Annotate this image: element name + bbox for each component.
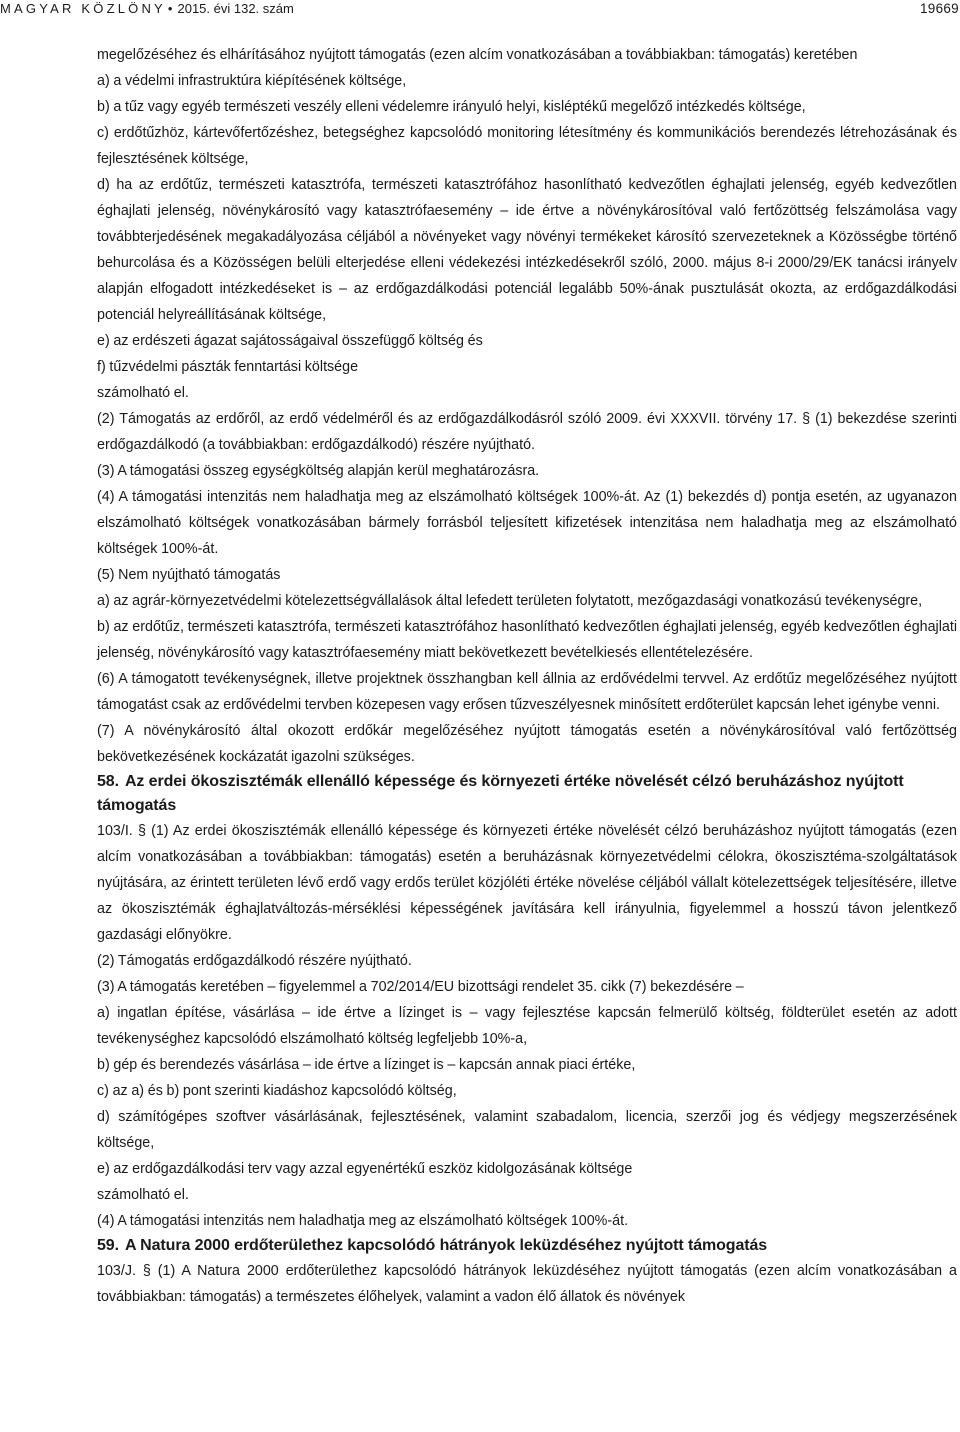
paragraph: (4) A támogatási intenzitás nem haladhatja meg az elszámolható költségek 100%-át. xyxy=(97,1213,629,1229)
list-item: c) az a) és b) pont szerinti kiadáshoz kapcsolódó költség, xyxy=(97,1083,457,1099)
list-item: c) erdőtűzhöz, kártevőfertőzéshez, betegséghez kapcsolódó monitoring létesítmény és kommunikációs berendezés létrehozásának és fejlesztésének költsége, xyxy=(97,125,957,167)
list-item: e) az erdőgazdálkodási terv vagy azzal egyenértékű eszköz kidolgozásának költsége xyxy=(97,1161,633,1177)
paragraph: számolható el. xyxy=(97,1187,189,1203)
list-item: e) az erdészeti ágazat sajátosságaival összefüggő költség és xyxy=(97,333,483,349)
issue-number: 2015. évi 132. szám xyxy=(177,1,294,16)
paragraph: 103/I. § (1) Az erdei ökoszisztémák ellenálló képessége és környezeti értéke növelését célzó beruházáshoz nyújtott támogatás (ezen alcím vonatkozásában a továbbiakban: támogatás) esetén a beruházásnak környezetvédelmi célokra, ökoszisztéma-szolgáltatások nyújtására, az érintett területen lévő erdő vagy erdős terület közjóléti értéke növelése céljából vállalt kötelezettségek teljesítésére, illetve az ökoszisztémák éghajlatváltozás-mérséklési képességének javítására kell irányulnia, figyelemmel a hosszú távon jelentkező gazdasági előnyökre. xyxy=(97,823,957,943)
journal-header xyxy=(0,0,294,18)
header-separator: • xyxy=(167,1,173,16)
paragraph: (3) A támogatás keretében – figyelemmel a 702/2014/EU bizottsági rendelet 35. cikk (7) bekezdésére – xyxy=(97,979,744,995)
list-item: b) gép és berendezés vásárlása – ide értve a lízinget is – kapcsán annak piaci értéke, xyxy=(97,1057,636,1073)
list-item: b) a tűz vagy egyéb természeti veszély elleni védelemre irányuló helyi, kisléptékű megelőző intézkedés költsége, xyxy=(97,99,806,115)
section-number: 58. xyxy=(97,773,119,790)
list-item: d) ha az erdőtűz, természeti katasztrófa, természeti katasztrófához hasonlítható kedvezőtlen éghajlati jelenség, egyéb kedvezőtlen éghajlati jelenség, növénykárosító vagy katasztrófaesemény – ide értve a növénykárosítóval való fertőzöttség felszámolása vagy továbbterjedésének megakadályozása céljából a növényeket vagy növényi termékeket károsító szervezeteknek a Közösségbe történő behurcolása és a Közösségen belüli elterjedése elleni védekezési intézkedésekről szóló, 2000. május 8-i 2000/29/EK tanácsi irányelv alapján elfogadott intézkedéseket is – az erdőgazdálkodási potenciál legalább 50%-ának pusztulását okozta, az erdőgazdálkodási potenciál helyreállításának költsége, xyxy=(97,177,957,323)
list-item: d) számítógépes szoftver vásárlásának, fejlesztésének, valamint szabadalom, licencia, szerzői jog és védjegy megszerzésének költsége, xyxy=(97,1109,957,1151)
paragraph: (3) A támogatási összeg egységköltség alapján kerül meghatározásra. xyxy=(97,463,540,479)
section-title: A Natura 2000 erdőterülethez kapcsolódó hátrányok leküzdéséhez nyújtott támogatás xyxy=(124,1237,768,1254)
list-item: b) az erdőtűz, természeti katasztrófa, természeti katasztrófához hasonlítható kedvezőtlen éghajlati jelenség, egyéb kedvezőtlen éghajlati jelenség, növénykárosító vagy katasztrófaesemény miatt bekövetkezett bevételkiesés ellentételezésére. xyxy=(97,619,957,661)
paragraph: (4) A támogatási intenzitás nem haladhatja meg az elszámolható költségek 100%-át. Az (1) bekezdés d) pontja esetén, az ugyanazon elszámolható költségek vonatkozásában bármely forrásból teljesített kifizetések intenzitása nem haladhatja meg az elszámolható költségek 100%-át. xyxy=(97,489,957,557)
page-number: 19669 xyxy=(919,1,959,16)
list-item: f) tűzvédelmi pászták fenntartási költsége xyxy=(97,359,359,375)
journal-title: MAGYAR KÖZLÖNY xyxy=(0,1,166,16)
paragraph: (2) Támogatás az erdőről, az erdő védelméről és az erdőgazdálkodásról szóló 2009. évi XXXVII. törvény 17. § (1) bekezdése szerinti erdőgazdálkodó (a továbbiakban: erdőgazdálkodó) részére nyújtható. xyxy=(97,411,957,453)
section-title: Az erdei ökoszisztémák ellenálló képessége és környezeti értéke növelését célzó beruházáshoz nyújtott támogatás xyxy=(97,773,904,814)
section-heading-59 xyxy=(97,1234,957,1258)
section-number: 59. xyxy=(97,1237,119,1254)
paragraph: számolható el. xyxy=(97,385,189,401)
paragraph: (6) A támogatott tevékenységnek, illetve projektnek összhangban kell állnia az erdővédelmi tervvel. Az erdőtűz megelőzéséhez nyújtott támogatást csak az erdővédelmi tervben közepesen vagy erősen tűzveszélyesnek minősített erdőterület kapcsán lehet igénybe venni. xyxy=(97,671,957,713)
list-item: a) a védelmi infrastruktúra kiépítésének költsége, xyxy=(97,73,407,89)
paragraph: (7) A növénykárosító által okozott erdőkár megelőzéséhez nyújtott támogatás esetén a növénykárosítóval való fertőzöttség bekövetkezésének kockázatát igazolni szükséges. xyxy=(97,723,957,765)
list-item: a) az agrár-környezetvédelmi kötelezettségvállalások által lefedett területen folytatott, mezőgazdasági vonatkozású tevékenységre, xyxy=(97,593,923,609)
paragraph: megelőzéséhez és elhárításához nyújtott támogatás (ezen alcím vonatkozásában a továbbiakban: támogatás) keretében xyxy=(97,47,858,63)
paragraph: 103/J. § (1) A Natura 2000 erdőterülethez kapcsolódó hátrányok leküzdéséhez nyújtott támogatás (ezen alcím vonatkozásában a továbbiakban: támogatás) a természetes élőhelyek, valamint a vadon élő állatok és növények xyxy=(97,1263,957,1305)
paragraph: (5) Nem nyújtható támogatás xyxy=(97,567,281,583)
running-header xyxy=(0,0,960,22)
paragraph: (2) Támogatás erdőgazdálkodó részére nyújtható. xyxy=(97,953,412,969)
section-heading-58 xyxy=(97,770,957,818)
list-item: a) ingatlan építése, vásárlása – ide értve a lízinget is – vagy fejlesztése kapcsán felmerülő költség, földterület esetén az adott tevékenységhez kapcsolódó elszámolható költség legfeljebb 10%-a, xyxy=(97,1005,957,1047)
document-body xyxy=(97,42,957,1310)
